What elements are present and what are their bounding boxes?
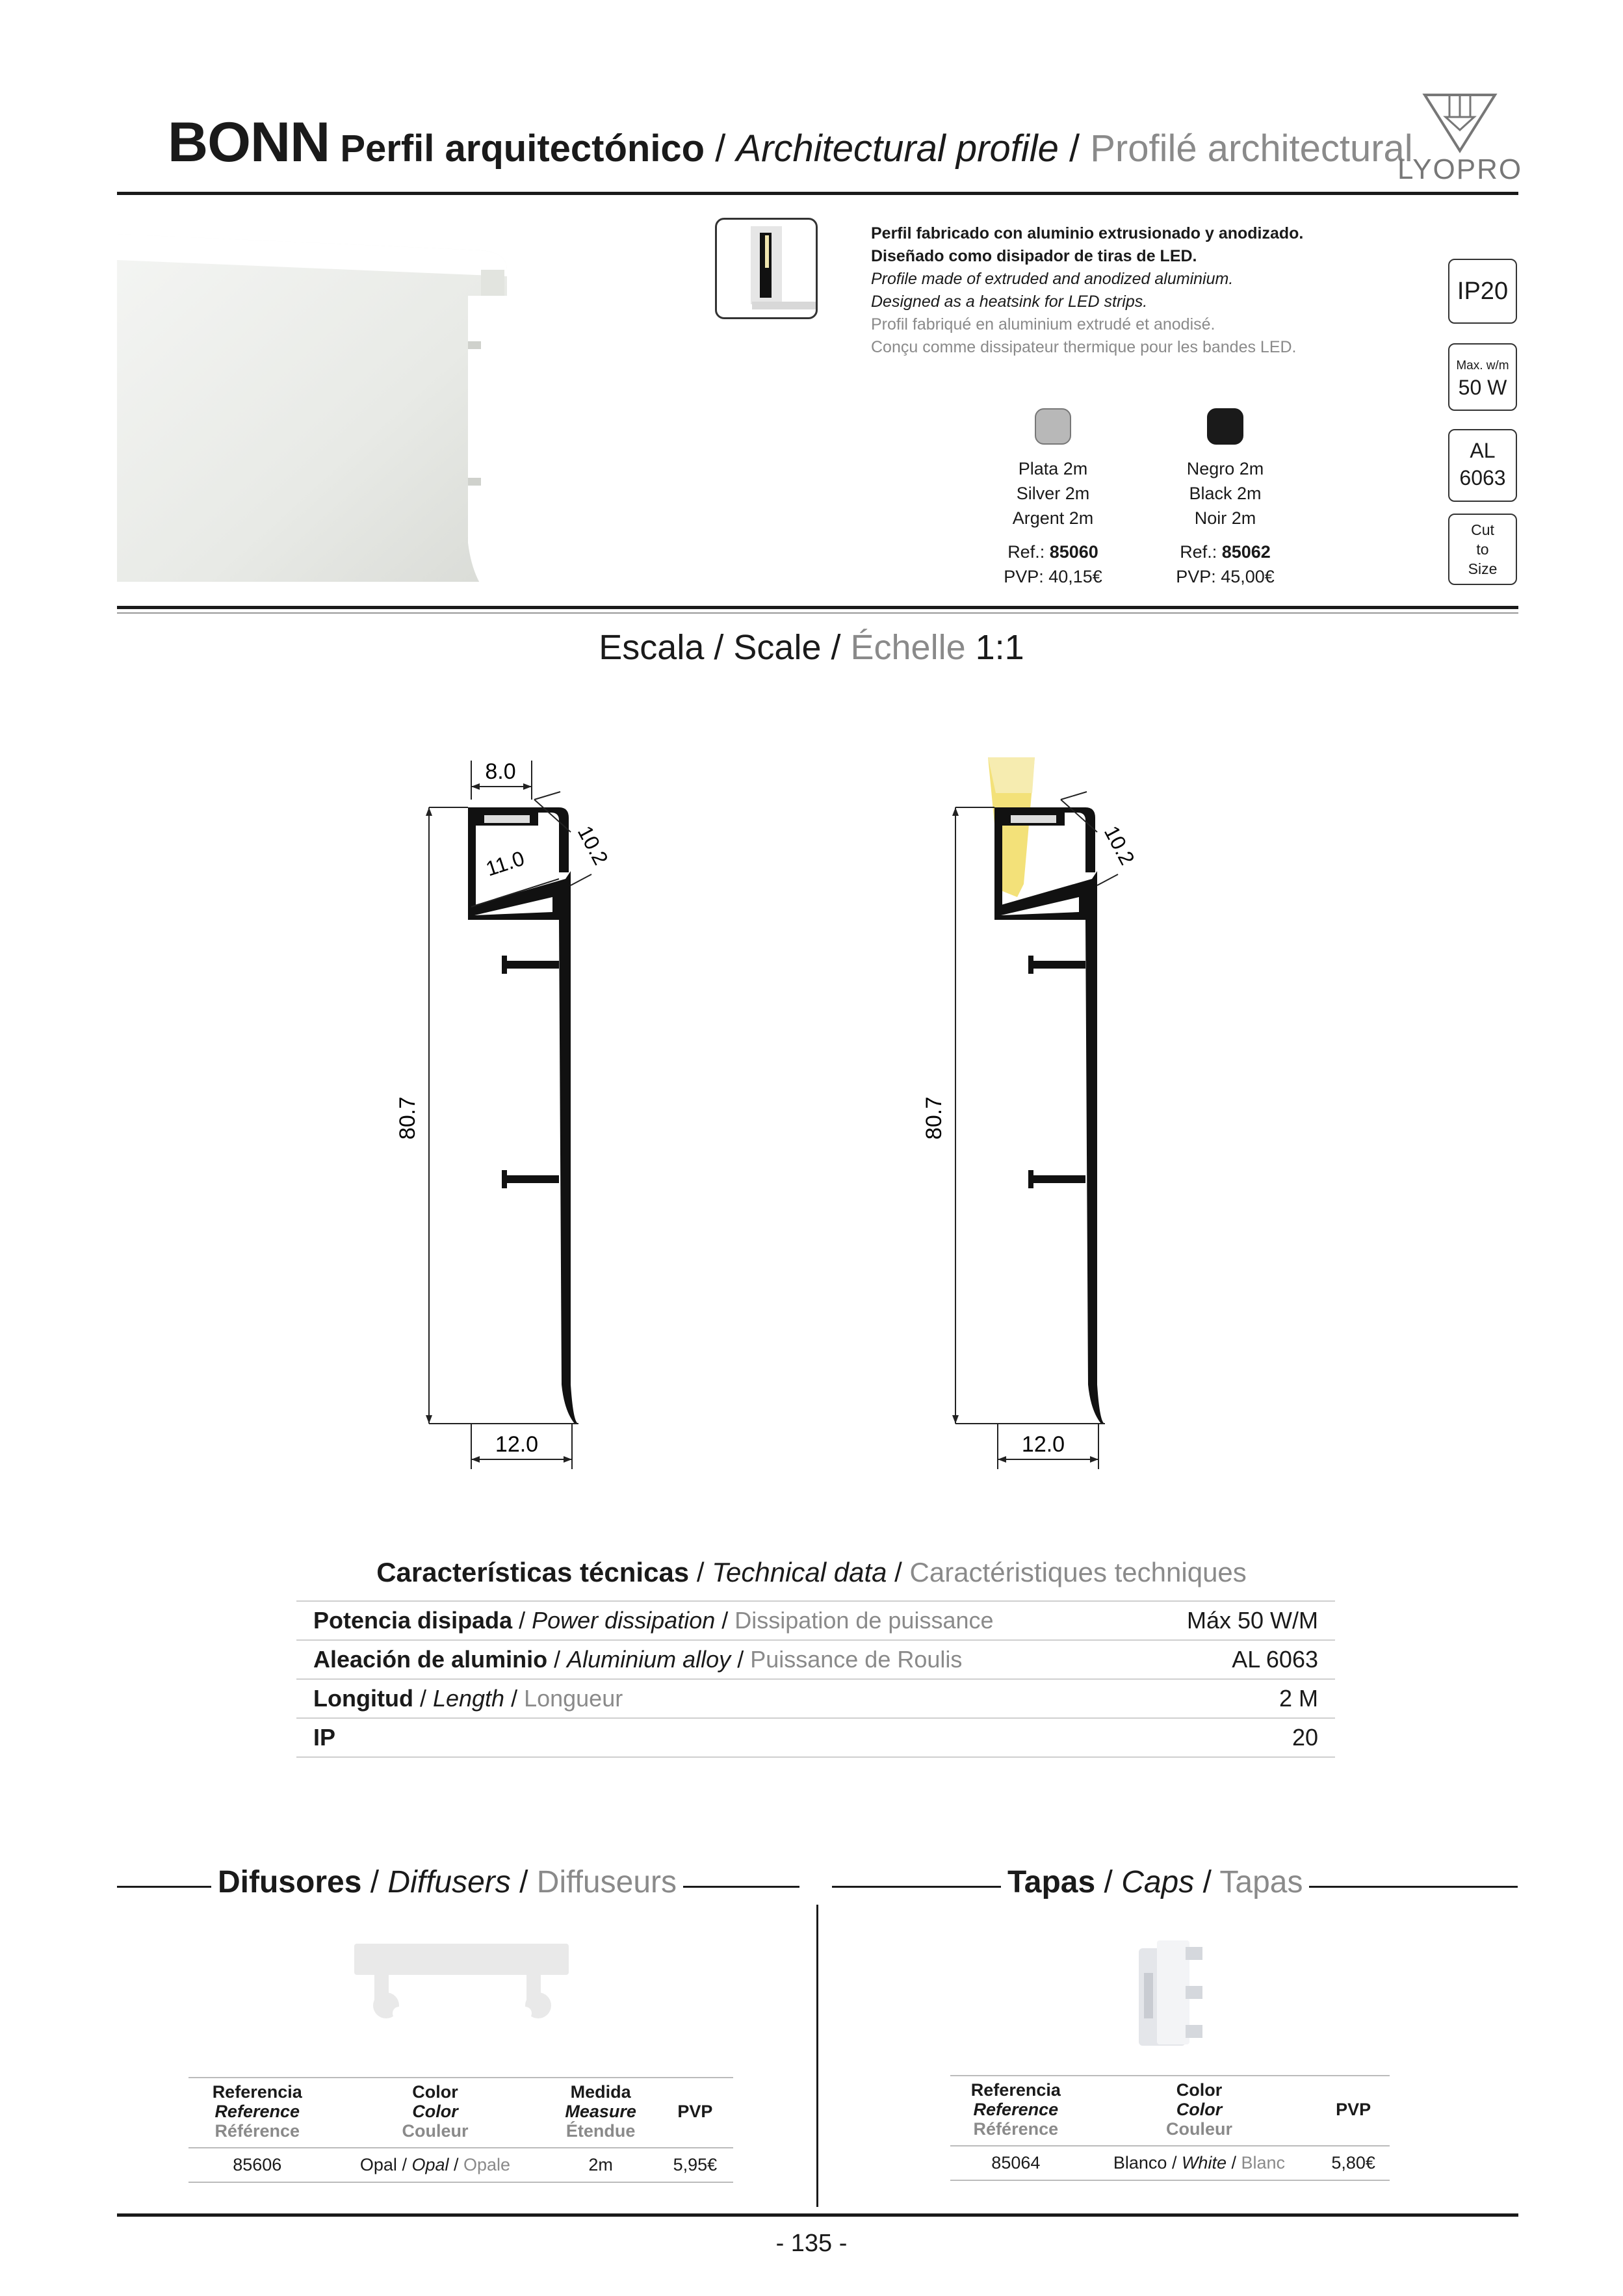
- cell-color-en: Opal: [411, 2155, 449, 2174]
- dim-height: 80.7: [395, 1096, 420, 1140]
- caps-title: [1001, 1864, 1309, 1900]
- product-photo: [117, 231, 585, 582]
- finish-name-en: Silver 2m: [1016, 484, 1090, 503]
- header-pvp: PVP: [657, 2078, 733, 2148]
- ref-label: Ref.:: [1007, 542, 1050, 562]
- price: PVP: 40,15€: [1004, 567, 1102, 586]
- diffusers-title-en: Diffusers: [387, 1865, 511, 1899]
- row-label-en: Length: [432, 1685, 505, 1712]
- table-row: [950, 2146, 1390, 2180]
- header-en: Reference: [214, 2102, 300, 2121]
- caps-table: [950, 2075, 1390, 2181]
- desc-es-line: Diseñado como disipador de tiras de LED.: [871, 247, 1197, 265]
- power-badge: [1448, 343, 1517, 411]
- title-sep: /: [361, 1865, 388, 1899]
- profile-thumbnail: [715, 218, 818, 319]
- header-fr: Couleur: [1165, 2119, 1232, 2139]
- diffuser-image: [351, 1940, 572, 2025]
- caps-title-es: Tapas: [1007, 1865, 1096, 1899]
- dim-inner-width: 11.0: [483, 846, 528, 881]
- header-es: Referencia: [212, 2082, 302, 2102]
- scale-fr: Échelle: [850, 628, 966, 667]
- cell-pvp: 5,80€: [1317, 2146, 1390, 2180]
- table-row: [296, 1640, 1335, 1679]
- row-label-en: Aluminium alloy: [567, 1646, 731, 1673]
- ref-number: 85062: [1221, 542, 1271, 562]
- finish-name-en: Black 2m: [1189, 484, 1262, 503]
- table-row: [296, 1718, 1335, 1757]
- finish-name-es: Negro 2m: [1186, 459, 1264, 478]
- finish-name-fr: Noir 2m: [1194, 508, 1256, 528]
- row-sep: /: [413, 1685, 433, 1712]
- header-es: Medida: [570, 2082, 631, 2102]
- ip-rating-badge: [1448, 259, 1517, 324]
- title-fr: Profilé architectural: [1090, 127, 1413, 170]
- row-value: 20: [1140, 1718, 1335, 1757]
- cell-ref: 85064: [950, 2146, 1082, 2180]
- alloy-badge: [1448, 429, 1517, 502]
- desc-fr-line: Profil fabriqué en aluminium extrudé et anodisé.: [871, 315, 1215, 333]
- cell-sep: /: [448, 2155, 464, 2174]
- header-fr: Couleur: [402, 2121, 469, 2141]
- row-label-fr: Longueur: [524, 1685, 623, 1712]
- alloy-line: 6063: [1459, 466, 1506, 489]
- title-sep: /: [1095, 1865, 1122, 1899]
- header-en: Color: [412, 2102, 458, 2121]
- row-value: 2 M: [1140, 1679, 1335, 1718]
- header-en: Color: [1176, 2100, 1223, 2119]
- title-en: Architectural profile: [736, 127, 1059, 170]
- row-sep: /: [512, 1607, 532, 1634]
- logo-mark-icon: [1397, 91, 1514, 156]
- desc-en-line: Profile made of extruded and anodized aluminium.: [871, 270, 1234, 288]
- table-header: [950, 2076, 1390, 2146]
- row-value: Máx 50 W/M: [1140, 1601, 1335, 1640]
- profile-section-icon: [717, 220, 816, 317]
- cell-measure: 2m: [545, 2148, 657, 2182]
- row-sep: /: [504, 1685, 525, 1712]
- tech-title-en: Technical data: [712, 1557, 887, 1587]
- desc-en-line: Designed as a heatsink for LED strips.: [871, 293, 1148, 311]
- header-en: Measure: [565, 2102, 636, 2121]
- cell-sep: /: [1226, 2153, 1241, 2172]
- cell-color-fr: Blanc: [1241, 2153, 1286, 2172]
- desc-fr-line: Conçu comme dissipateur thermique pour les bandes LED.: [871, 338, 1297, 356]
- ip-rating: IP20: [1457, 278, 1509, 305]
- table-row: [296, 1601, 1335, 1640]
- cell-sep: /: [396, 2155, 412, 2174]
- title-sep: /: [887, 1557, 910, 1587]
- title-sep: /: [689, 1557, 712, 1587]
- header-en: Reference: [973, 2100, 1059, 2119]
- row-label-en: Power dissipation: [532, 1607, 716, 1634]
- dim-bottom-width: 12.0: [1021, 1432, 1065, 1457]
- finish-silver: [968, 408, 1137, 589]
- row-label-fr: Puissance de Roulis: [750, 1646, 963, 1673]
- title-sep: /: [705, 127, 736, 170]
- row-label-es: Longitud: [313, 1685, 413, 1712]
- diffusers-title-fr: Diffuseurs: [536, 1865, 677, 1899]
- page-number: - 135 -: [775, 2230, 848, 2257]
- cell-sep: /: [1167, 2153, 1182, 2172]
- row-label-fr: Dissipation de puissance: [734, 1607, 994, 1634]
- cut-line: Cut: [1471, 521, 1494, 538]
- profile-drawing-right: [890, 735, 1189, 1502]
- title-sep: /: [1194, 1865, 1220, 1899]
- black-swatch: [1207, 408, 1243, 445]
- table-row: [188, 2148, 733, 2182]
- cell-color-es: Blanco: [1113, 2153, 1167, 2172]
- caps-title-en: Caps: [1121, 1865, 1195, 1899]
- row-value: AL 6063: [1140, 1640, 1335, 1679]
- caps-title-fr: Tapas: [1219, 1865, 1303, 1899]
- scale-ratio: 1:1: [975, 628, 1024, 667]
- tech-data-table: [296, 1600, 1335, 1758]
- row-label-es: Aleación de aluminio: [313, 1646, 548, 1673]
- section-rule: [117, 606, 1518, 609]
- cell-pvp: 5,95€: [657, 2148, 733, 2182]
- cap-image: [1131, 1934, 1215, 2057]
- product-description: [871, 222, 1391, 359]
- finish-name-es: Plata 2m: [1018, 459, 1088, 478]
- scale-es: Escala: [599, 628, 705, 667]
- scale-en: Scale: [733, 628, 822, 667]
- diffusers-title-es: Difusores: [218, 1865, 362, 1899]
- header-rule: [117, 192, 1518, 195]
- price: PVP: 45,00€: [1176, 567, 1275, 586]
- cell-ref: 85606: [188, 2148, 326, 2182]
- table-row: [296, 1679, 1335, 1718]
- section-rule: [117, 612, 1518, 614]
- scale-sep: /: [821, 628, 851, 667]
- dim-lip-height: 10.2: [1099, 822, 1139, 869]
- header-pvp: PVP: [1317, 2076, 1390, 2146]
- header-es: Color: [412, 2082, 458, 2102]
- cell-color-es: Opal: [359, 2155, 397, 2174]
- header-es: Color: [1176, 2080, 1223, 2100]
- logo-text: LYOPRO: [1397, 153, 1523, 185]
- ref-label: Ref.:: [1180, 542, 1222, 562]
- footer-rule: [117, 2213, 1518, 2217]
- title-sep: /: [510, 1865, 537, 1899]
- column-divider: [816, 1905, 818, 2207]
- power-value: 50 W: [1458, 376, 1507, 399]
- header-fr: Référence: [214, 2121, 300, 2141]
- tech-title-es: Características técnicas: [376, 1557, 690, 1587]
- silver-swatch: [1035, 408, 1071, 445]
- dim-bottom-width: 12.0: [495, 1432, 539, 1457]
- cut-line: Size: [1468, 560, 1498, 577]
- row-label-es: Potencia disipada: [313, 1607, 513, 1634]
- dim-lip-height: 10.2: [573, 822, 613, 869]
- header-es: Referencia: [970, 2080, 1061, 2100]
- cut-line: to: [1476, 541, 1489, 558]
- brand-logo: [1397, 91, 1523, 189]
- tech-title-fr: Caractéristiques techniques: [909, 1557, 1247, 1587]
- profile-drawing-left: [364, 735, 663, 1502]
- scale-label: [0, 627, 1623, 668]
- tech-data-title: [0, 1557, 1623, 1588]
- title-es: Perfil arquitectónico: [340, 127, 705, 170]
- row-sep: /: [715, 1607, 735, 1634]
- power-label: Max. w/m: [1456, 359, 1509, 372]
- scale-sep: /: [704, 628, 734, 667]
- dim-top-width: 8.0: [485, 759, 516, 784]
- page-title: [168, 111, 1413, 175]
- cell-color-en: White: [1181, 2153, 1227, 2172]
- desc-es-line: Perfil fabricado con aluminio extrusionado y anodizado.: [871, 224, 1304, 242]
- row-sep: /: [731, 1646, 751, 1673]
- cut-to-size-badge: [1448, 514, 1517, 585]
- header-fr: Référence: [973, 2119, 1059, 2139]
- cell-color-fr: Opale: [463, 2155, 511, 2174]
- row-label-es: IP: [313, 1724, 336, 1751]
- brand-name: BONN: [168, 111, 330, 174]
- diffusers-title: [211, 1864, 683, 1900]
- header-fr: Étendue: [565, 2121, 636, 2141]
- ref-number: 85060: [1049, 542, 1098, 562]
- table-header: [188, 2078, 733, 2148]
- dim-height: 80.7: [922, 1096, 946, 1140]
- title-sep: /: [1058, 127, 1091, 170]
- finish-name-fr: Argent 2m: [1012, 508, 1094, 528]
- alloy-line: AL: [1470, 439, 1496, 462]
- row-sep: /: [547, 1646, 567, 1673]
- finish-black: [1141, 408, 1310, 589]
- diffusers-table: [188, 2077, 733, 2183]
